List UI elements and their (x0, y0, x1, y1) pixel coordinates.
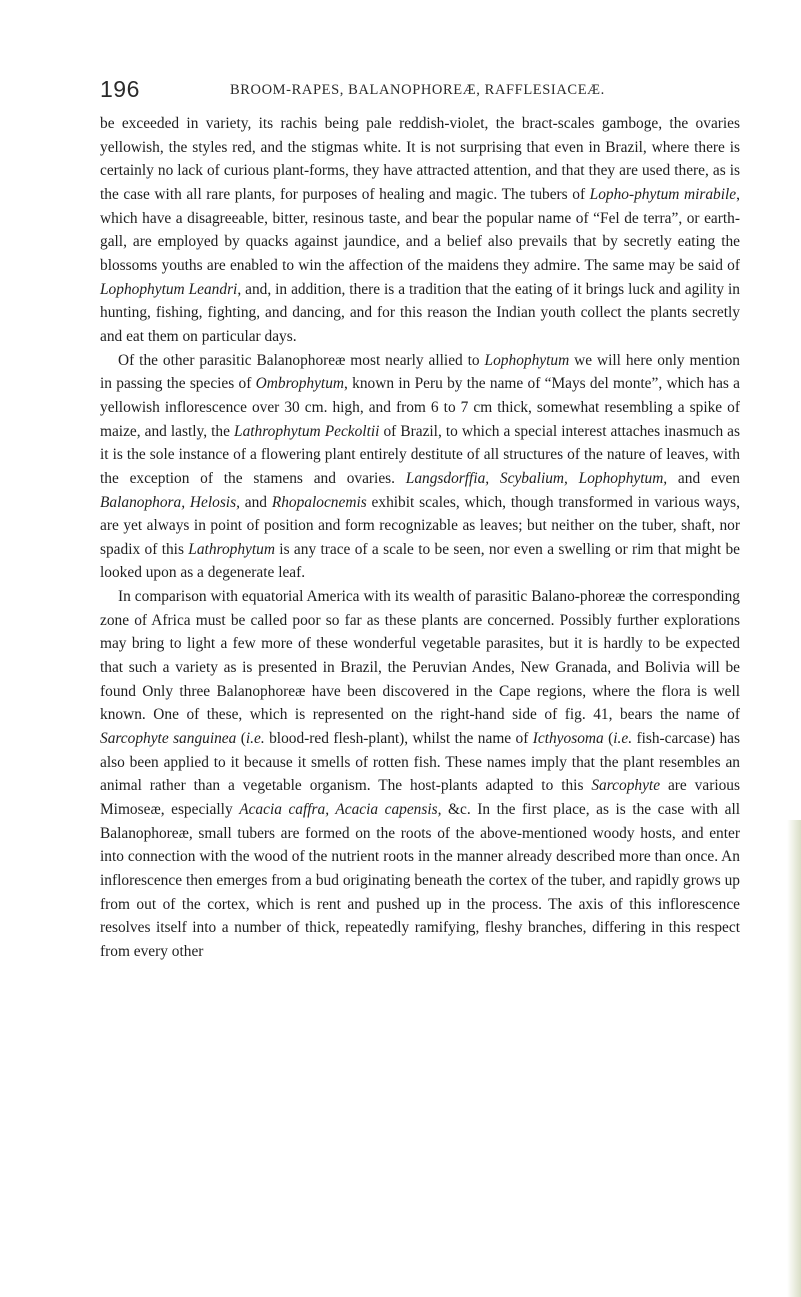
text-run: we will here only mention in passing the species of (100, 351, 740, 393)
italic-term: i.e. (245, 730, 265, 748)
text-run: and even (667, 469, 740, 487)
paragraph (100, 349, 740, 586)
italic-term: Acacia caffra, Acacia capensis, (239, 801, 442, 819)
paragraph (100, 585, 740, 964)
italic-term: Ombrophytum (255, 375, 345, 393)
page-edge-shadow (787, 820, 801, 1297)
text-run: &c. In the first place, as is the case with all Balanophoreæ, small tubers are formed on the roots of the above-mentioned woody hosts, and enter into connection with the wood of the nutrient roots in the manner already described more than once. An inflorescence then emerges from a bud originating beneath the cortex of the tuber, and rapidly grows up from out of the cortex, which is rent and pushed up in the process. The axis of this inflorescence resolves itself into a number of thick, repeatedly ramifying, fleshy branches, differing in this respect from every other (100, 801, 740, 960)
running-head (100, 76, 740, 106)
italic-term: Rhopalocnemis (271, 493, 367, 511)
text-run: Of the other parasitic Balanophoreæ most nearly allied to (118, 351, 485, 369)
text-run: exhibit scales, which, though transformed in various ways, are yet always in point of position and form recognizable as leaves; but neither on the tuber, shaft, nor spadix of this (100, 493, 741, 558)
italic-term: Lopho-phytum mirabile (589, 185, 737, 203)
italic-term: Lathrophytum Peckoltii (234, 422, 380, 440)
italic-term: Sarcophyte sanguinea (100, 730, 237, 748)
body-text (100, 112, 740, 964)
italic-term: Sarcophyte (591, 777, 661, 795)
italic-term: i.e. (613, 730, 633, 748)
italic-term: Lathrophytum (188, 540, 275, 558)
text-run: is any trace of a scale to be seen, nor even a swelling or rim that might be looked upon as a degenerate leaf. (100, 540, 740, 582)
page-number: 196 (100, 76, 140, 102)
paragraph (100, 112, 740, 349)
text-run: be exceeded in variety, its rachis being pale reddish-violet, the bract-scales gamboge, the ovaries yellowish, the styles red, and the stigmas white. It is not surprising that even in Brazil, where there is certainly no lack of curious plant-forms, they have attracted attention, and that they are used there, as is the case with all rare plants, for purposes of healing and magic. The tubers of (100, 115, 740, 203)
text-run: fish-carcase) has also been applied to it because it smells of rotten fish. These names imply that the plant resembles an animal rather than a vegetable organism. The host-plants adapted to this (100, 730, 740, 795)
text-run: In comparison with equatorial America with its wealth of parasitic Balano-phoreæ the corresponding zone of Africa must be called poor so far as these plants are concerned. Possibly further explorations may bring to light a few more of these wonderful vegetable parasites, but it is hardly to be expected that such a variety as is presented in Brazil, the Peruvian Andes, New Granada, and Bolivia will be found Only three Balanophoreæ have been discovered in the Cape regions, where the flora is well known. One of these, which is represented on the right-hand side of fig. 41, bears the name of (100, 588, 740, 724)
italic-term: Lophophytum (484, 351, 570, 369)
text-run: ( (603, 730, 614, 748)
text-run: and (239, 493, 272, 511)
text-run: ( (236, 730, 246, 748)
text-run: blood-red flesh-plant), whilst the name of (264, 730, 533, 748)
italic-term: Balanophora, Helosis, (100, 493, 240, 511)
text-run: of Brazil, to which a special interest attaches inasmuch as it is the sole instance of a flowering plant entirely destitute of all structures of the nature of leaves, with the exception of the stamens and ovaries. (100, 422, 741, 487)
text-run: , and, in addition, there is a tradition that the eating of it brings luck and agility in hunting, fishing, fighting, and dancing, and for this reason the Indian youth collect the plants secretly and eat them on particular days. (100, 280, 740, 345)
italic-term: Icthyosoma (532, 730, 604, 748)
text-run: are various Mimoseæ, especially (100, 777, 740, 819)
italic-term: Langsdorffia, Scybalium, Lophophytum, (405, 469, 668, 487)
text-run: , which have a disagreeable, bitter, resinous taste, and bear the popular name of “Fel de terra”, or earth-gall, are employed by quacks against jaundice, and a belief also prevails that by secretly eating the blossoms youths are enabled to win the affection of the maidens they admire. The same may be said of (100, 185, 740, 274)
running-head-title: BROOM-RAPES, BALANOPHOREÆ, RAFFLESIACEÆ. (230, 82, 605, 98)
italic-term: Lophophytum Leandri (100, 280, 238, 298)
text-run: , known in Peru by the name of “Mays del monte”, which has a yellowish inflorescence over 30 cm. high, and from 6 to 7 cm thick, somewhat resembling a spike of maize, and lastly, the (100, 375, 741, 440)
